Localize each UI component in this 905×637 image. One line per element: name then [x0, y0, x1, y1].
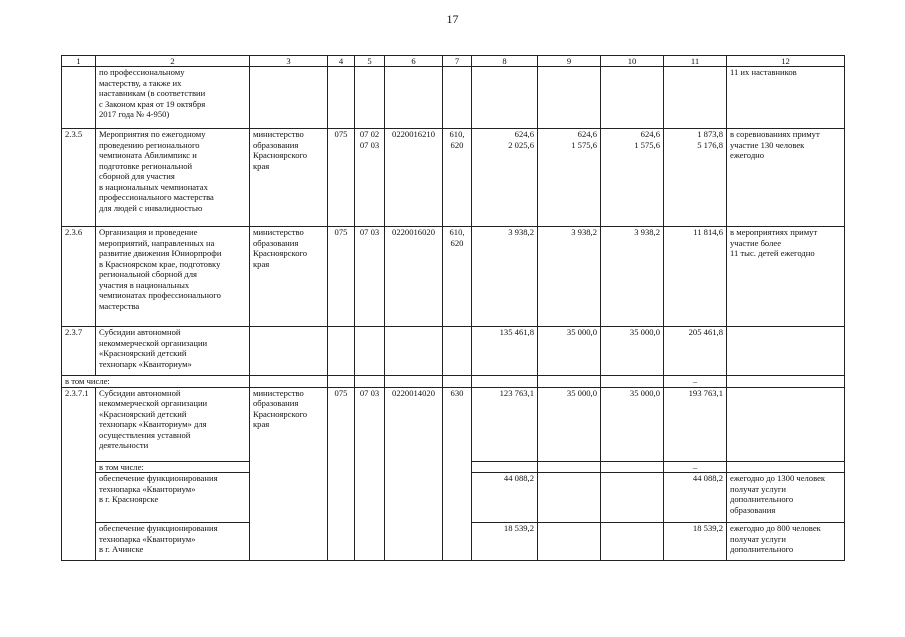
rzpr-line: 07 03 [359, 139, 380, 150]
row-code: 075 [328, 227, 355, 327]
header-row [62, 56, 845, 67]
row-year3: 3 938,2 [601, 227, 664, 327]
header-cell: 3 [250, 56, 328, 67]
page-number: 17 [446, 12, 459, 26]
value-line: 5 176,8 [697, 139, 723, 150]
row-number [62, 67, 96, 129]
row-rzpr [355, 129, 385, 227]
table-row-2-3-5 [62, 129, 845, 227]
row-year3 [601, 129, 664, 227]
row-code: 075 [328, 387, 355, 561]
table-row-2-3-7 [62, 327, 845, 376]
row-code: 075 [328, 129, 355, 227]
including-dash: – [664, 376, 727, 388]
header-cell: 2 [96, 56, 250, 67]
row-year3: 35 000,0 [601, 327, 664, 376]
row-name: Мероприятия по ежегодному проведению регионального чемпионата Абилимпикс и подготовке региональной сборной для участия в национальных чемпионатах профессионального мастерства для людей с инвалидностью [96, 129, 250, 227]
row-year2 [538, 129, 601, 227]
row-result: в мероприятиях примут участие более 11 тыс. детей ежегодно [727, 227, 845, 327]
row-csr: 0220016020 [385, 227, 443, 327]
row-grbs: министерство образования Красноярского края [250, 387, 328, 561]
header-cell: 1 [62, 56, 96, 67]
value-line: 624,6 [577, 129, 597, 139]
row-year1: 135 461,8 [472, 327, 538, 376]
row-name: Организация и проведение мероприятий, направленных на развитие движения Юниорпрофи в Красноярском крае, подготовку региональной сборной для участия в национальных чемпионатах профессионального мастерства [96, 227, 250, 327]
budget-table [61, 55, 845, 561]
header-cell: 4 [328, 56, 355, 67]
row-number: 2.3.5 [62, 129, 96, 227]
value-line: 624,6 [514, 129, 534, 139]
row-name: Субсидии автономной некоммерческой организации «Красноярский детский технопарк «Кванториум» [96, 327, 250, 376]
row-result: ежегодно до 800 человек получат услуги дополнительного [727, 523, 845, 561]
row-year1: 3 938,2 [472, 227, 538, 327]
header-cell: 10 [601, 56, 664, 67]
value-line: 1 873,8 [697, 129, 723, 139]
table-row-2-3-6 [62, 227, 845, 327]
row-total: 18 539,2 [664, 523, 727, 561]
header-cell: 7 [443, 56, 472, 67]
row-total: 193 763,1 [664, 387, 727, 461]
row-number: 2.3.6 [62, 227, 96, 327]
row-csr: 0220014020 [385, 387, 443, 561]
row-result: в соревнованиях примут участие 130 человек ежегодно [727, 129, 845, 227]
row-rzpr: 07 03 [355, 227, 385, 327]
row-total: 205 461,8 [664, 327, 727, 376]
row-result: 11 их наставников [727, 67, 845, 129]
value-line: 1 575,6 [571, 139, 597, 150]
header-cell: 6 [385, 56, 443, 67]
row-number: 2.3.7.1 [62, 387, 96, 561]
header-cell: 9 [538, 56, 601, 67]
row-total: 44 088,2 [664, 473, 727, 523]
row-result: ежегодно до 1300 человек получат услуги дополнительного образования [727, 473, 845, 523]
value-line: 624,6 [640, 129, 660, 139]
row-year2: 35 000,0 [538, 387, 601, 461]
value-line: 1 575,6 [634, 139, 660, 150]
row-number: 2.3.7 [62, 327, 96, 376]
including-dash: – [664, 461, 727, 473]
table-row-2-3-7-1 [62, 387, 845, 461]
value-line: 2 025,6 [508, 139, 534, 150]
row-year3: 35 000,0 [601, 387, 664, 461]
row-vr: 630 [443, 387, 472, 561]
header-cell: 8 [472, 56, 538, 67]
table-row-including [62, 376, 845, 388]
row-grbs: министерство образования Красноярского края [250, 227, 328, 327]
row-year1: 18 539,2 [472, 523, 538, 561]
header-cell: 5 [355, 56, 385, 67]
table-row-continuation [62, 67, 845, 129]
row-csr: 0220016210 [385, 129, 443, 227]
row-name: Субсидии автономной некоммерческой организации «Красноярский детский технопарк «Кванториум» для осуществления уставной деятельности [96, 387, 250, 461]
row-name: обеспечение функционирования технопарка «Кванториум» в г. Красноярске [96, 473, 250, 523]
row-year2: 3 938,2 [538, 227, 601, 327]
row-year1: 123 763,1 [472, 387, 538, 461]
row-name: обеспечение функционирования технопарка «Кванториум» в г. Ачинске [96, 523, 250, 561]
row-total [664, 129, 727, 227]
including-label: в том числе: [62, 376, 250, 388]
including-label: в том числе: [96, 461, 250, 473]
row-rzpr: 07 03 [355, 387, 385, 561]
row-name: по профессиональному мастерству, а также их наставникам (в соответствии с Законом края от 19 октября 2017 года № 4-950) [96, 67, 250, 129]
row-grbs: министерство образования Красноярского края [250, 129, 328, 227]
row-vr: 610, 620 [443, 227, 472, 327]
rzpr-line: 07 02 [359, 129, 380, 139]
header-cell: 11 [664, 56, 727, 67]
row-year2: 35 000,0 [538, 327, 601, 376]
row-total: 11 814,6 [664, 227, 727, 327]
row-year1 [472, 129, 538, 227]
row-year1: 44 088,2 [472, 473, 538, 523]
row-vr: 610, 620 [443, 129, 472, 227]
header-cell: 12 [727, 56, 845, 67]
